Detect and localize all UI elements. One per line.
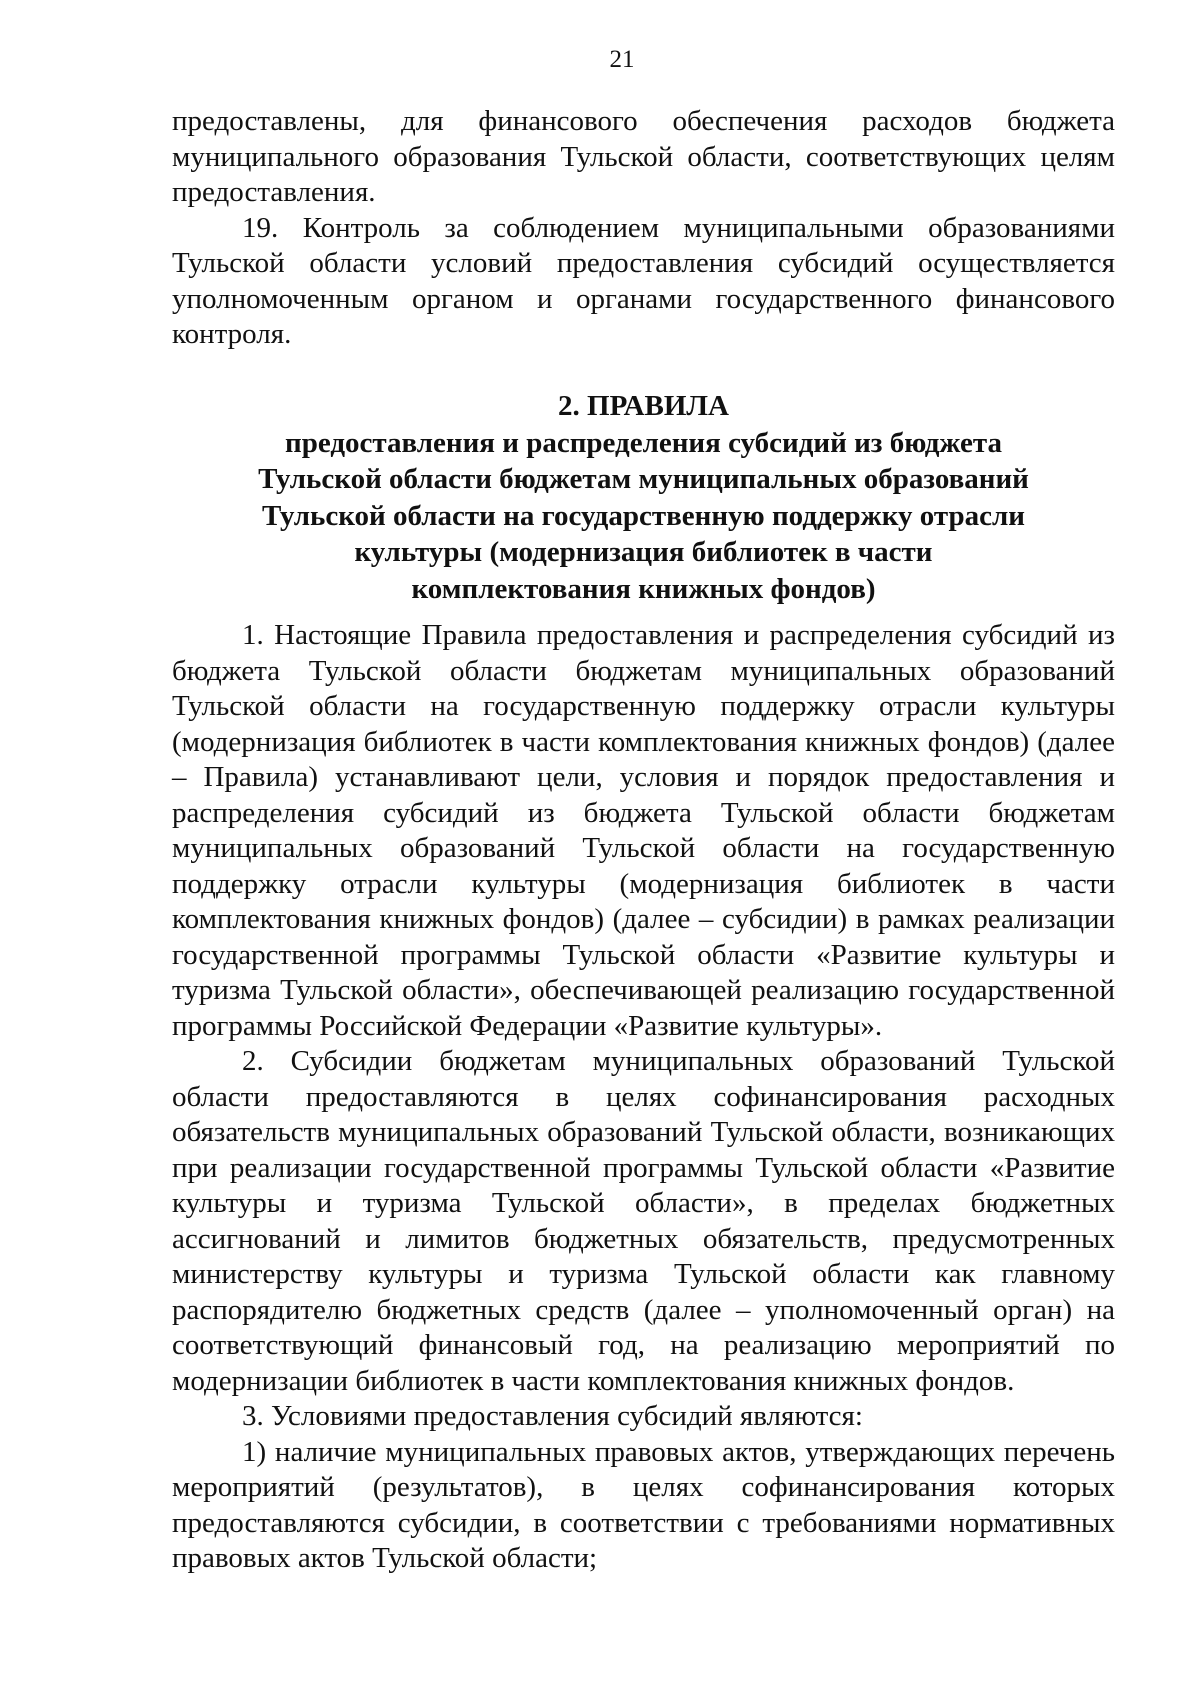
- heading-line: культуры (модернизация библиотек в части: [354, 536, 933, 568]
- page-number: 21: [609, 46, 635, 73]
- heading-line: Тульской области на государственную поддержку отрасли: [262, 499, 1025, 532]
- paragraph-1: 1. Настоящие Правила предоставления и распределения субсидий из бюджета Тульской области бюджетам муниципальных образований Тульской области на государственную поддержку отрасли культуры (модернизация библиотек в части комплектования книжных фондов) (далее – Правила) устанавливают цели, условия и порядок предоставления и распределения субсидий из бюджета Тульской области бюджетам муниципальных образований Тульской области на государственную поддержку отрасли культуры (модернизация библиотек в части комплектования книжных фондов) (далее – субсидии) в рамках реализации государственной программы Тульской области «Развитие культуры и туризма Тульской области», обеспечивающей реализацию государственной программы Российской Федерации «Развитие культуры».: [172, 619, 1115, 1042]
- heading-line: комплектования книжных фондов): [411, 572, 876, 605]
- paragraph-19: 19. Контроль за соблюдением муниципальными образованиями Тульской области условий предоставления субсидий осуществляется уполномоченным органом и органами государственного финансового контроля.: [172, 211, 1115, 350]
- main-text-block: [172, 618, 1115, 1577]
- paragraph-2: 2. Субсидии бюджетам муниципальных образований Тульской области предоставляются в целях софинансирования расходных обязательств муниципальных образований Тульской области, возникающих при реализации государственной программы Тульской области «Развитие культуры и туризма Тульской области», в пределах бюджетных ассигнований и лимитов бюджетных обязательств, предусмотренных министерству культуры и туризма Тульской области как главному распорядителю бюджетных средств (далее – уполномоченный орган) на соответствующий финансовый год, на реализацию мероприятий по модернизации библиотек в части комплектования книжных фондов.: [172, 1045, 1115, 1397]
- paragraph-continuation: предоставлены, для финансового обеспечения расходов бюджета муниципального образования Тульской области, соответствующих целям предоставления.: [172, 105, 1115, 208]
- heading-line: Тульской области бюджетам муниципальных образований: [258, 463, 1029, 495]
- heading-title: 2. ПРАВИЛА: [558, 390, 729, 422]
- top-text-block: [172, 104, 1115, 353]
- section-heading: [172, 388, 1115, 607]
- paragraph-3-item-1: 1) наличие муниципальных правовых актов, утверждающих перечень мероприятий (результатов), в целях софинансирования которых предоставляются субсидии, в соответствии с требованиями нормативных правовых актов Тульской области;: [172, 1435, 1115, 1574]
- paragraph-3: 3. Условиями предоставления субсидий являются:: [242, 1400, 863, 1432]
- heading-line: предоставления и распределения субсидий из бюджета: [285, 426, 1002, 459]
